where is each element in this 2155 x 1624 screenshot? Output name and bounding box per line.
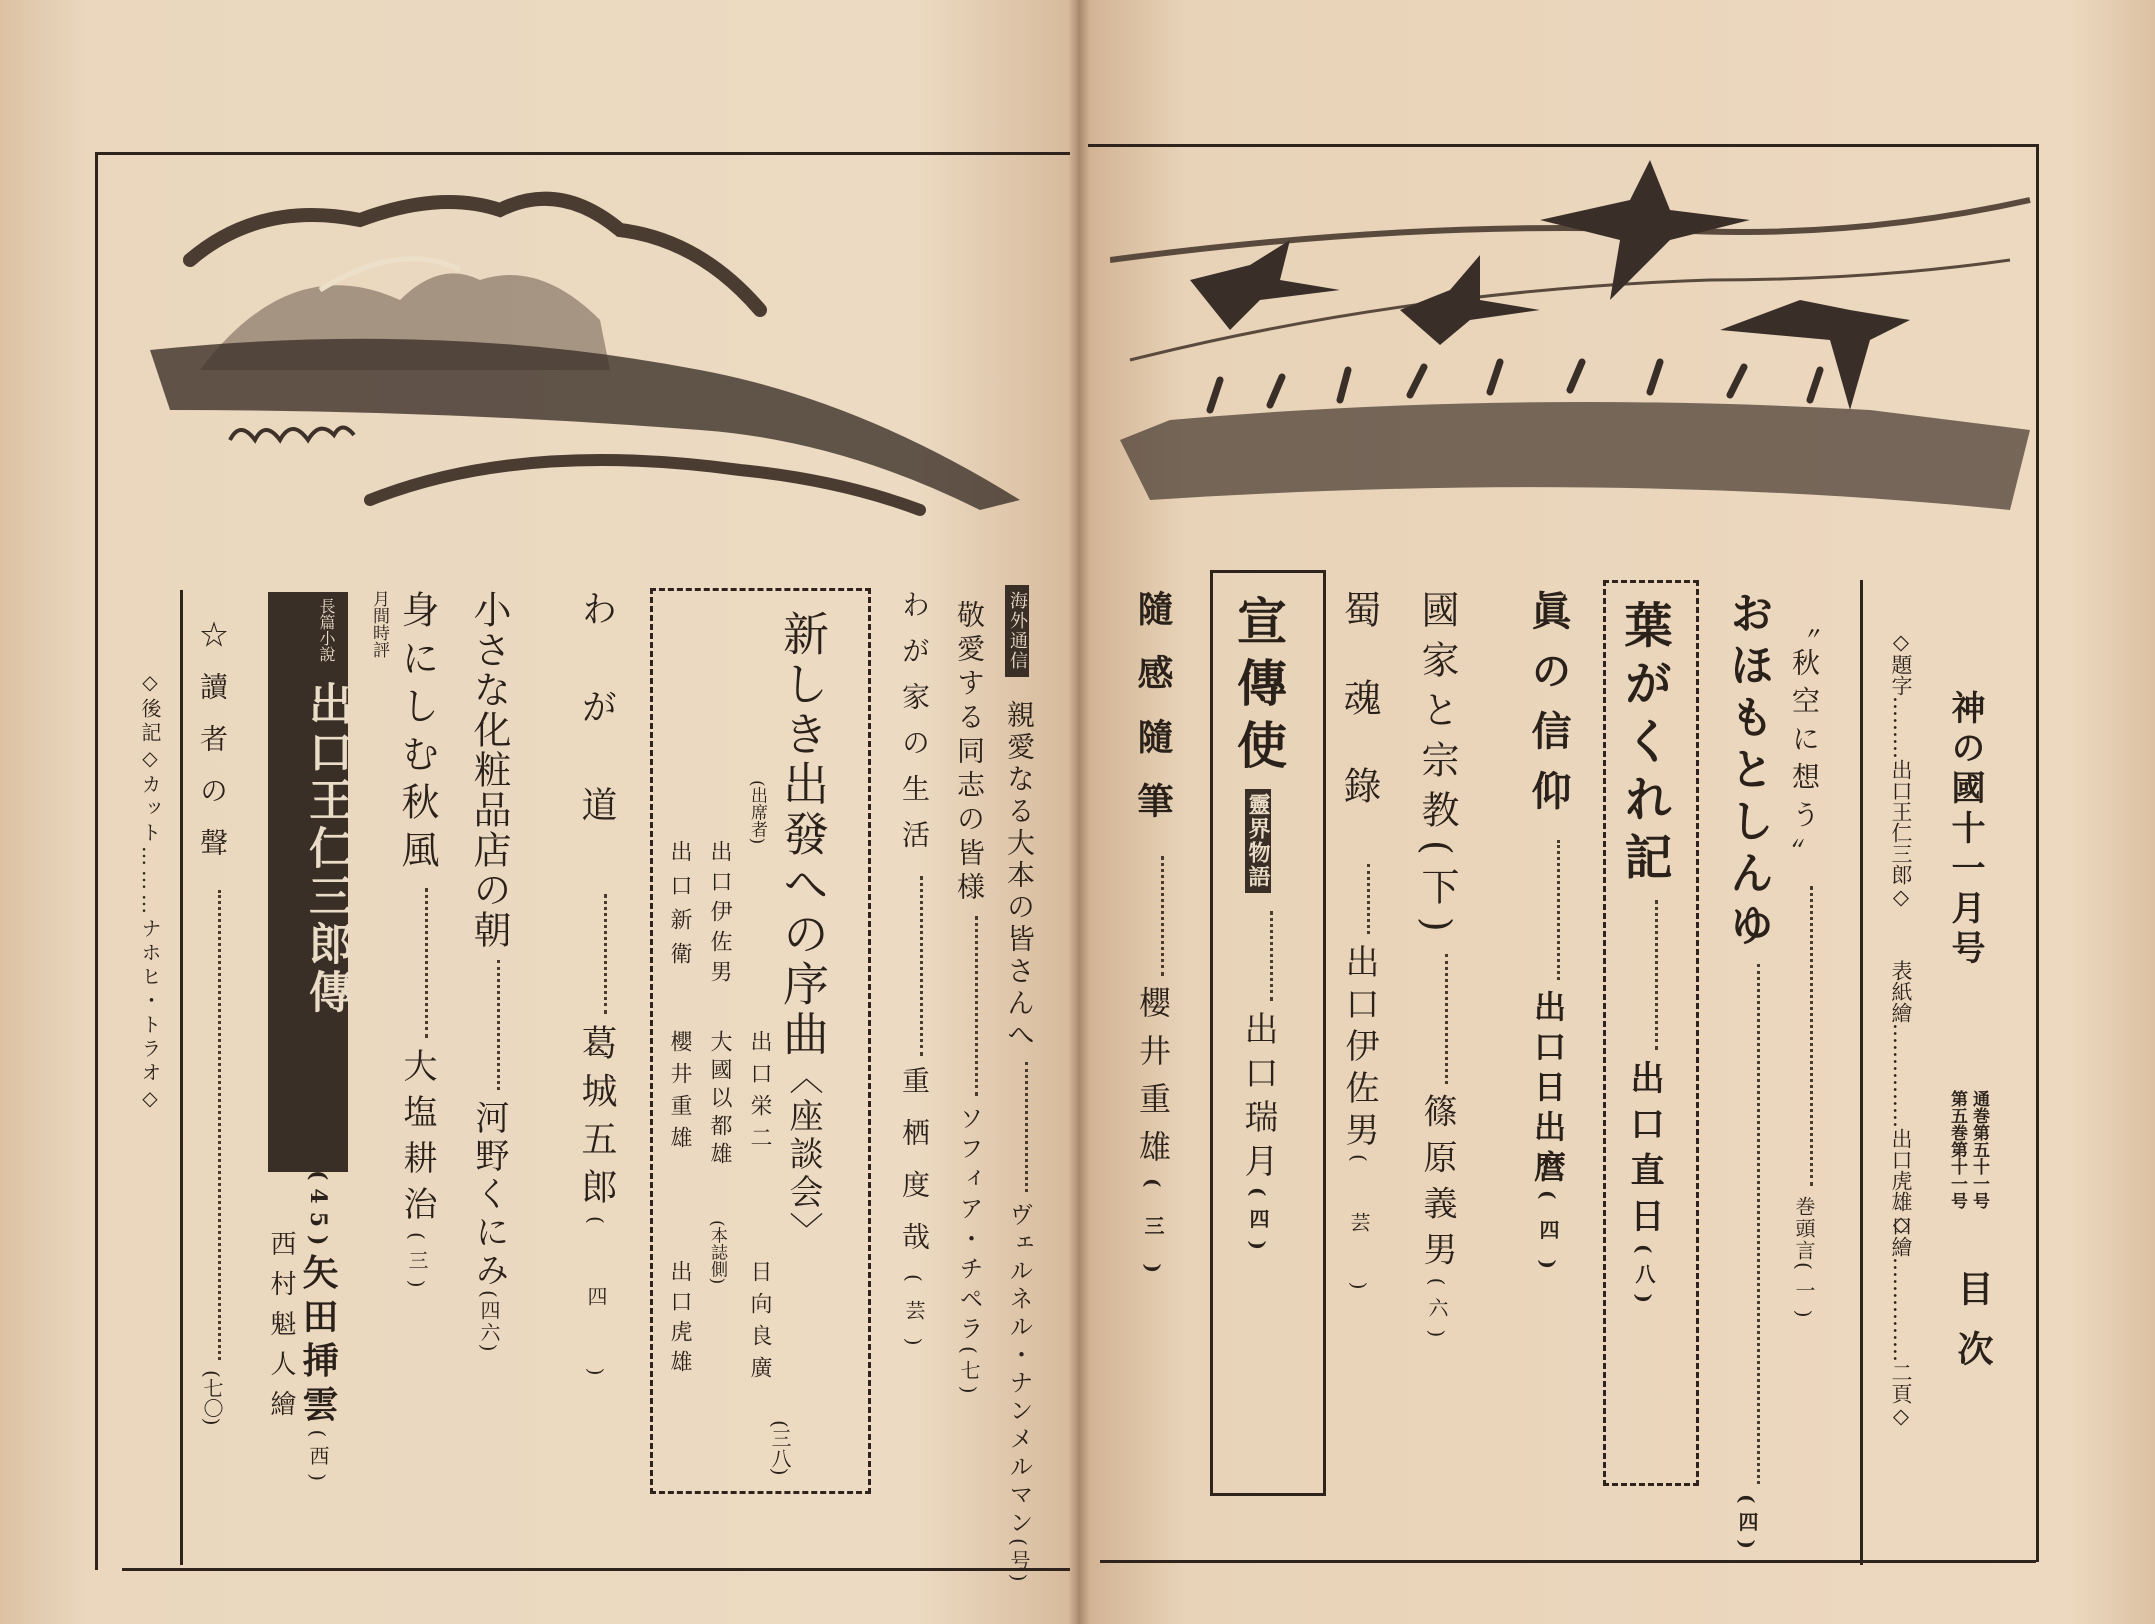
toc-entry-nation-religion xyxy=(1415,590,1459,1350)
entry-page: (芸) xyxy=(902,1274,926,1364)
entry-page: (芸) xyxy=(1347,1154,1371,1340)
entry-title: おほもとしんゆ xyxy=(1722,590,1773,954)
attendee-1: 出口栄二 xyxy=(747,1030,772,1158)
entry-title: 葉がくれ記 xyxy=(1616,600,1672,890)
entry-title: わが家の生活 xyxy=(898,590,931,866)
entry-title: わが道 xyxy=(576,590,617,884)
left-bottom-rule xyxy=(122,1568,1070,1571)
entry-page: (四六) xyxy=(477,1290,501,1354)
entry-page: (八) xyxy=(1632,1244,1656,1313)
left-top-rule xyxy=(95,152,1070,155)
toc-entry-senden xyxy=(1229,595,1288,1262)
toc-entry-shop xyxy=(467,590,511,1354)
entry-title: 蜀魂錄 xyxy=(1337,590,1381,854)
attendee-4: 大國以都雄 xyxy=(707,1030,732,1170)
attendee-6: 櫻井重雄 xyxy=(667,1030,692,1158)
entry-page: (四) xyxy=(1536,1190,1560,1289)
entry-title: 親愛なる大本の皆さんへ xyxy=(1003,700,1036,1052)
right-top-rule xyxy=(1088,144,2038,147)
left-footer-rule xyxy=(180,590,183,1565)
entry-author: 出口直日 xyxy=(1624,1060,1664,1244)
credits-title: ◇題字………出口王仁三郎◇ xyxy=(1889,630,1913,909)
toc-entry-road xyxy=(576,590,617,1438)
entry-author: 重栖度哉 xyxy=(898,1066,931,1274)
novel-illustrator: 西村魁人繪 xyxy=(266,1230,296,1430)
attendees-label: (出席者) xyxy=(747,780,767,845)
entry-page: (三) xyxy=(1141,1178,1165,1301)
entry-author: 出口瑞月 xyxy=(1238,1011,1278,1187)
postscript-credits: ◇後記◇カット………ナホヒ・トラオ◇ xyxy=(138,670,162,1114)
entry-page: (七) xyxy=(957,1346,981,1400)
entry-author: 篠原義男 xyxy=(1417,1093,1457,1278)
zadankai-title-text: 新しき出發への序曲 xyxy=(776,610,830,1060)
attendee-2: 日向良廣 xyxy=(747,1260,772,1388)
volume-info xyxy=(1948,1090,1965,1209)
novel-page: (西) xyxy=(306,1429,330,1490)
volume-info-2 xyxy=(1970,1090,1987,1209)
attendee-7: 出口虎雄 xyxy=(667,1260,692,1380)
entry-title: 宣傳使 xyxy=(1229,595,1288,781)
toc-entry-autumn-sky xyxy=(1788,610,1821,1328)
entry-title: 隨感隨筆 xyxy=(1132,590,1174,846)
attendee-3: 出口伊佐男 xyxy=(707,840,732,990)
toc-entry-overseas xyxy=(1003,700,1036,1586)
magazine-name: 神の國 xyxy=(1945,690,1985,810)
entry-author: 出口伊佐男 xyxy=(1339,944,1379,1154)
entry-page: (七〇) xyxy=(200,1370,224,1426)
novel-number: (45) xyxy=(305,1170,331,1254)
toc-label: 目次 xyxy=(1952,1270,1994,1390)
right-header-rule xyxy=(1860,580,1863,1565)
entry-author: 大塩耕治 xyxy=(397,1048,437,1232)
issue-name: 十一月号 xyxy=(1945,810,1985,970)
toc-entry-omoto-shinyu xyxy=(1722,590,1773,1557)
gekkan-tag: 月間時評 xyxy=(369,590,389,658)
zadankai-subtitle: 〈座談会〉 xyxy=(783,1060,823,1250)
entry-author: ヴェルネル・ナンメルマン xyxy=(1005,1202,1033,1538)
novel-tag: 長篇小說 xyxy=(317,598,336,662)
credits-cover: 表紙繪……………出口虎雄◇ xyxy=(1889,960,1913,1236)
zadankai-page: (三八) xyxy=(768,1420,792,1476)
entry-title: 〝秋空に想う〟 xyxy=(1788,610,1821,876)
entry-note: 巻頭言 xyxy=(1792,1196,1816,1262)
toc-entry-comrades xyxy=(953,600,986,1400)
entry-title: 國家と宗教(下) xyxy=(1415,590,1459,944)
toc-entry-hagakure xyxy=(1616,600,1672,1313)
volume-line-2: 通巻第五十一号 xyxy=(1969,1090,1989,1209)
entry-subtitle: 靈界物語 xyxy=(1245,789,1271,893)
entry-page: (一) xyxy=(1792,1262,1816,1328)
magazine-title xyxy=(1945,690,1985,970)
entry-title: ☆讀者の聲 xyxy=(196,620,229,880)
entry-page: (六) xyxy=(1425,1277,1449,1350)
novel-author: 矢田挿雲 xyxy=(297,1253,339,1430)
toc-entry-true-faith xyxy=(1525,590,1572,1289)
entry-page: (四) xyxy=(1735,1494,1759,1557)
toc-entry-shokukon xyxy=(1337,590,1381,1340)
credits-frontispiece: 口繪……………二頁◇ xyxy=(1889,1215,1913,1428)
toc-entry-autumn-wind xyxy=(395,590,439,1298)
entry-author: 櫻井重雄 xyxy=(1134,986,1172,1178)
overseas-tag: 海外通信 xyxy=(1005,585,1029,677)
entry-author: 出口日出麿 xyxy=(1529,990,1567,1190)
entry-page: (四) xyxy=(1246,1187,1270,1262)
toc-entry-novel xyxy=(297,1170,339,1490)
zadankai-title xyxy=(776,610,830,1250)
right-bottom-rule xyxy=(1100,1560,2036,1563)
side-label: (本誌側) xyxy=(707,1220,727,1285)
entry-title: 敬愛する同志の皆様 xyxy=(953,600,986,906)
entry-page: (三) xyxy=(405,1232,429,1298)
entry-author: ソフィア・チペラ xyxy=(955,1106,983,1346)
entry-page: (号) xyxy=(1007,1538,1031,1586)
entry-page: (四) xyxy=(584,1216,608,1438)
toc-entry-readers xyxy=(196,620,229,1426)
entry-title: 小さな化粧品店の朝 xyxy=(467,590,511,950)
entry-author: 葛城五郎 xyxy=(576,1024,617,1216)
volume-line-1: 第五巻第十一号 xyxy=(1947,1090,1967,1209)
entry-author: 河野くにみ xyxy=(469,1100,509,1290)
entry-title: 眞の信仰 xyxy=(1525,590,1572,830)
attendee-5: 出口新衛 xyxy=(667,840,692,976)
mountain-illustration xyxy=(140,180,1060,520)
novel-block xyxy=(268,592,352,1172)
book-gutter xyxy=(1068,0,1090,1624)
left-left-rule xyxy=(95,152,98,1570)
entry-title: 身にしむ秋風 xyxy=(395,590,439,878)
toc-entry-zuikan xyxy=(1132,590,1174,1301)
toc-entry-family xyxy=(898,590,931,1364)
birds-illustration xyxy=(1110,160,2040,530)
novel-title: 出口王仁三郎傳 xyxy=(301,681,352,1018)
